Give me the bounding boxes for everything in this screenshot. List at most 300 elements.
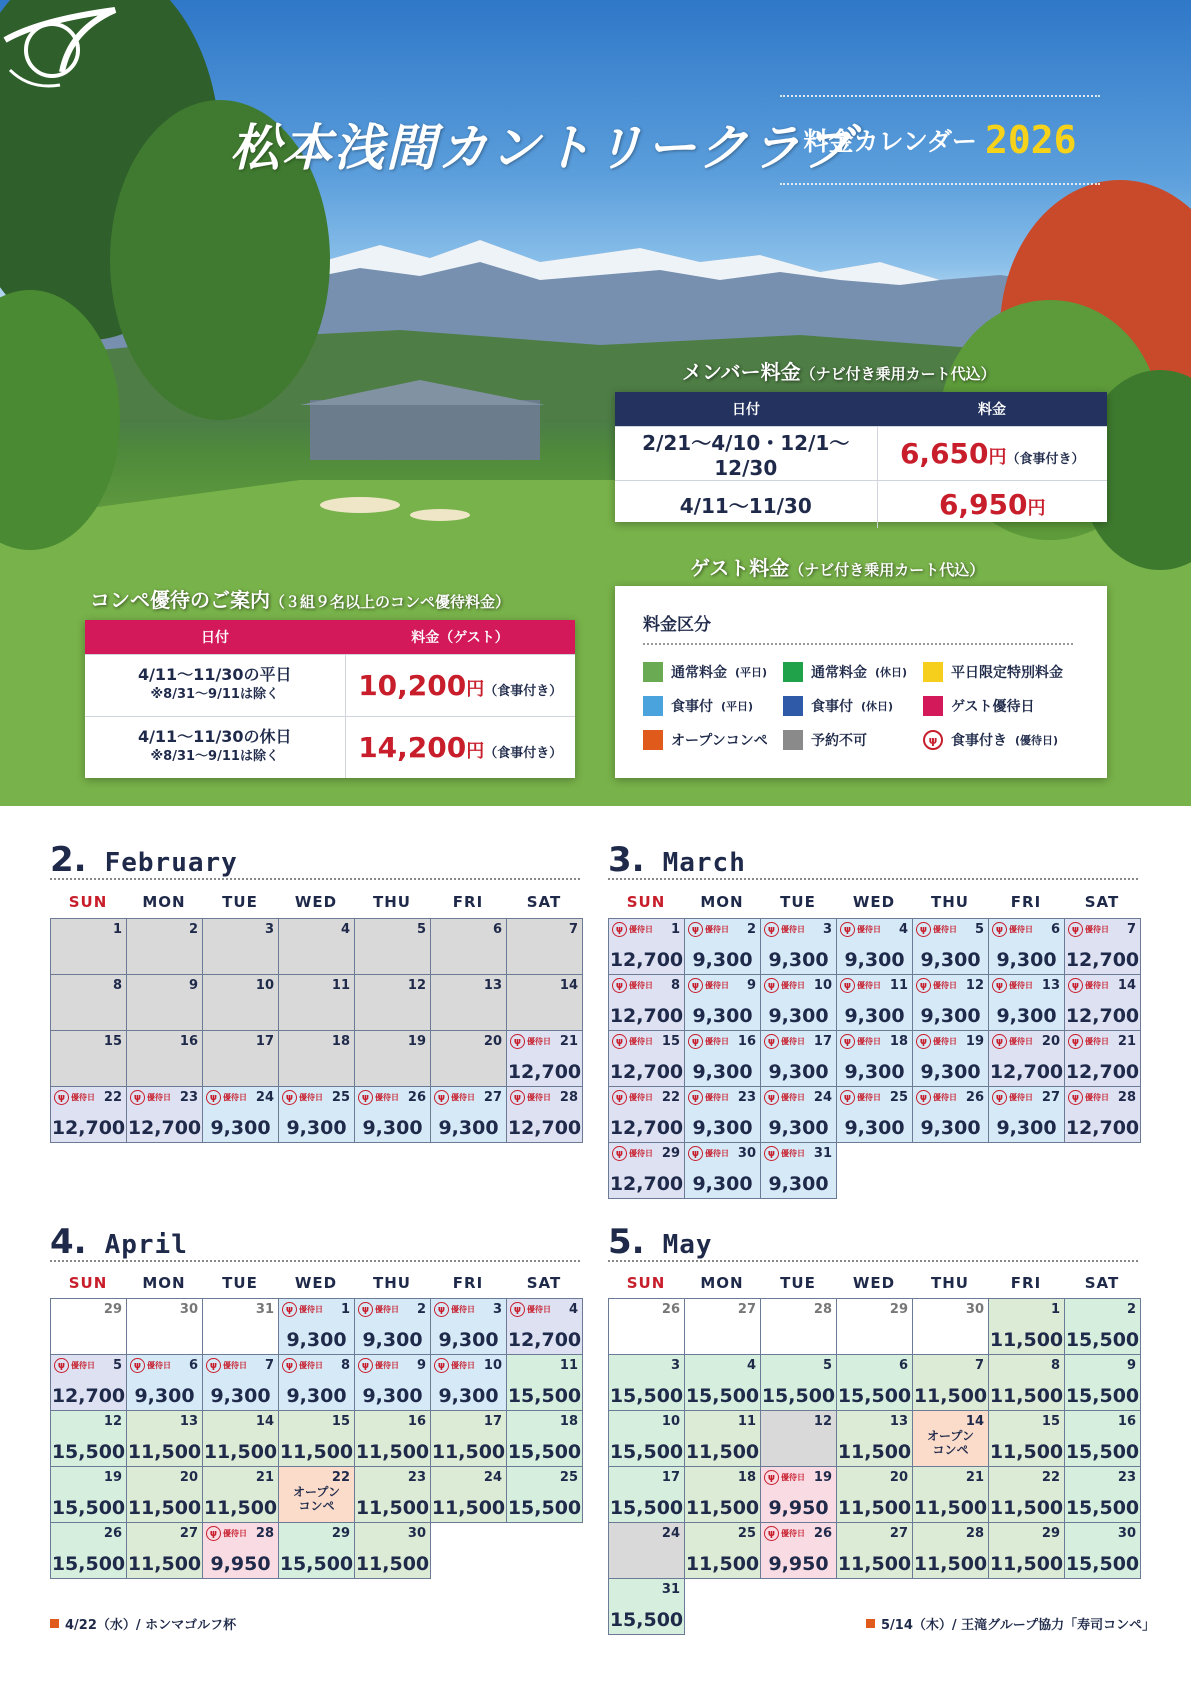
day-price: 9,300 xyxy=(210,1385,271,1407)
meal-icon: ψ 優待日 xyxy=(840,1034,881,1049)
calendar-day xyxy=(507,1087,583,1143)
meal-icon: ψ 優待日 xyxy=(688,1034,729,1049)
calendar-day xyxy=(355,1523,431,1579)
day-price: 9,300 xyxy=(210,1117,271,1139)
meal-icon: ψ 優待日 xyxy=(1068,978,1109,993)
day-price: 9,300 xyxy=(134,1385,195,1407)
compe-heading: コンペ優待のご案内（３組９名以上のコンペ優待料金） xyxy=(90,588,511,612)
meal-icon: ψ 優待日 xyxy=(510,1302,551,1317)
day-price: 15,500 xyxy=(507,1385,582,1407)
calendar-day xyxy=(51,1299,127,1355)
day-number: 25 xyxy=(331,1090,350,1105)
day-number: 27 xyxy=(1041,1090,1060,1105)
day-number: 30 xyxy=(1117,1526,1136,1541)
month-title-feb: 2. February xyxy=(50,840,580,880)
calendar-day xyxy=(127,1087,203,1143)
weekday-label: MON xyxy=(700,893,744,911)
day-price: 9,300 xyxy=(920,1117,981,1139)
day-price: 11,500 xyxy=(355,1497,430,1519)
meal-icon: ψ 優待日 xyxy=(54,1090,95,1105)
calendar-day xyxy=(761,1143,837,1199)
day-price: 11,500 xyxy=(685,1441,760,1463)
day-number: 20 xyxy=(179,1470,198,1485)
meal-icon: ψ 優待日 xyxy=(688,1090,729,1105)
calendar-day xyxy=(203,1411,279,1467)
day-price: 9,300 xyxy=(768,1117,829,1139)
day-number: 20 xyxy=(483,1034,502,1049)
day-number: 2 xyxy=(1126,1302,1136,1317)
day-number: 17 xyxy=(255,1034,274,1049)
day-price: 12,700 xyxy=(507,1117,582,1139)
day-price: 11,500 xyxy=(127,1441,202,1463)
meal-icon: ψ 優待日 xyxy=(1068,1034,1109,1049)
calendar-day xyxy=(989,1299,1065,1355)
calendar-day xyxy=(51,1411,127,1467)
day-price: 11,500 xyxy=(837,1553,912,1575)
day-number: 10 xyxy=(813,978,832,993)
calendar-day xyxy=(203,1087,279,1143)
weekday-label: SUN xyxy=(626,1274,666,1292)
day-price: 11,500 xyxy=(989,1385,1064,1407)
meal-icon: ψ 優待日 xyxy=(916,978,957,993)
meal-icon: ψ 優待日 xyxy=(206,1526,247,1541)
day-price: 12,700 xyxy=(507,1061,582,1083)
day-number: 6 xyxy=(188,1358,198,1373)
day-number: 31 xyxy=(813,1146,832,1161)
day-price: 11,500 xyxy=(431,1441,506,1463)
day-price: 11,500 xyxy=(837,1497,912,1519)
weekday-label: WED xyxy=(294,1274,338,1292)
day-number: 14 xyxy=(255,1414,274,1429)
calendar-day xyxy=(507,1467,583,1523)
day-number: 21 xyxy=(965,1470,984,1485)
calendar-day xyxy=(431,1087,507,1143)
day-number: 3 xyxy=(492,1302,502,1317)
calendar-day xyxy=(685,1523,761,1579)
day-number: 29 xyxy=(889,1302,908,1317)
calendar-day xyxy=(761,1523,837,1579)
day-number: 16 xyxy=(1117,1414,1136,1429)
meal-icon: ψ 優待日 xyxy=(612,978,653,993)
day-number: 25 xyxy=(559,1470,578,1485)
calendar-day xyxy=(203,1299,279,1355)
day-number: 14 xyxy=(965,1414,984,1429)
meal-icon: ψ 優待日 xyxy=(358,1358,399,1373)
guest-heading: ゲスト料金（ナビ付き乗用カート代込） xyxy=(690,556,985,580)
day-number: 5 xyxy=(112,1358,122,1373)
day-number: 1 xyxy=(112,922,122,937)
day-number: 22 xyxy=(103,1090,122,1105)
calendar-day xyxy=(609,1355,685,1411)
day-number: 16 xyxy=(737,1034,756,1049)
calendar-day xyxy=(127,1031,203,1087)
calendar-day xyxy=(685,1031,761,1087)
day-number: 16 xyxy=(407,1414,426,1429)
day-price: 9,300 xyxy=(844,1117,905,1139)
weekday-label: TUE xyxy=(780,893,816,911)
weekday-label: TUE xyxy=(222,1274,258,1292)
day-number: 17 xyxy=(483,1414,502,1429)
day-price: 11,500 xyxy=(989,1329,1064,1351)
day-number: 9 xyxy=(746,978,756,993)
day-price: 9,300 xyxy=(692,1173,753,1195)
day-number: 15 xyxy=(331,1414,350,1429)
month-title-may: 5. May xyxy=(608,1222,1138,1262)
day-number: 17 xyxy=(661,1470,680,1485)
day-price: 15,500 xyxy=(609,1385,684,1407)
day-price: 9,950 xyxy=(768,1553,829,1575)
day-price: 9,300 xyxy=(768,1173,829,1195)
meal-icon: ψ 優待日 xyxy=(612,1034,653,1049)
hero-banner xyxy=(0,0,1191,806)
calendar-day xyxy=(507,1411,583,1467)
day-price: 9,300 xyxy=(768,1005,829,1027)
day-price: 12,700 xyxy=(609,1173,684,1195)
calendar-day xyxy=(761,1031,837,1087)
weekday-header xyxy=(608,1274,1140,1292)
weekday-label: WED xyxy=(852,893,896,911)
day-number: 6 xyxy=(898,1358,908,1373)
meal-icon: ψ 優待日 xyxy=(840,978,881,993)
calendar-grid-may xyxy=(608,1298,1141,1635)
meal-icon: ψ 優待日 xyxy=(840,1090,881,1105)
weekday-label: TUE xyxy=(780,1274,816,1292)
day-price: 12,700 xyxy=(1065,1117,1140,1139)
day-number: 5 xyxy=(822,1358,832,1373)
day-number: 21 xyxy=(1117,1034,1136,1049)
day-price: 12,700 xyxy=(51,1117,126,1139)
day-price: 12,700 xyxy=(1065,1061,1140,1083)
calendar-day xyxy=(51,1087,127,1143)
day-number: 24 xyxy=(255,1090,274,1105)
day-number: 18 xyxy=(737,1470,756,1485)
day-price: 11,500 xyxy=(203,1497,278,1519)
calendar-day xyxy=(989,1355,1065,1411)
day-price: 11,500 xyxy=(279,1441,354,1463)
weekday-label: SAT xyxy=(526,893,562,911)
meal-icon: ψ 優待日 xyxy=(612,1146,653,1161)
meal-icon: ψ 優待日 xyxy=(916,1034,957,1049)
day-number: 29 xyxy=(1041,1526,1060,1541)
day-number: 10 xyxy=(661,1414,680,1429)
weekday-label: FRI xyxy=(452,1274,484,1292)
calendar-grid-apr xyxy=(50,1298,583,1579)
day-price: 11,500 xyxy=(355,1441,430,1463)
event-label: オープン コンペ xyxy=(927,1429,974,1457)
day-price: 11,500 xyxy=(127,1553,202,1575)
day-price: 12,700 xyxy=(51,1385,126,1407)
calendar-day xyxy=(913,975,989,1031)
day-price: 12,700 xyxy=(507,1329,582,1351)
calendar-day xyxy=(279,975,355,1031)
day-number: 1 xyxy=(1050,1302,1060,1317)
day-number: 7 xyxy=(974,1358,984,1373)
day-price: 11,500 xyxy=(685,1553,760,1575)
meal-icon: ψ 優待日 xyxy=(764,1470,805,1485)
calendar-day xyxy=(51,1467,127,1523)
calendar-day xyxy=(127,975,203,1031)
meal-icon: ψ 優待日 xyxy=(434,1302,475,1317)
legend-item: ゲスト優待日 xyxy=(923,696,1034,716)
calendar-day xyxy=(203,1467,279,1523)
day-price: 11,500 xyxy=(203,1441,278,1463)
calendar-day xyxy=(51,1523,127,1579)
day-price: 9,300 xyxy=(692,1117,753,1139)
weekday-header xyxy=(608,893,1140,911)
day-number: 2 xyxy=(416,1302,426,1317)
meal-icon: ψ 優待日 xyxy=(1068,922,1109,937)
day-number: 29 xyxy=(661,1146,680,1161)
day-number: 27 xyxy=(889,1526,908,1541)
calendar-day xyxy=(913,1523,989,1579)
calendar-day xyxy=(355,1411,431,1467)
meal-icon: ψ 優待日 xyxy=(764,978,805,993)
day-price: 9,300 xyxy=(920,1061,981,1083)
meal-icon: ψ 優待日 xyxy=(358,1090,399,1105)
compe-row: 4/11〜11/30の平日 ※8/31〜9/11は除く 10,200円（食事付き） xyxy=(85,654,575,716)
day-price: 12,700 xyxy=(1065,949,1140,971)
weekday-label: MON xyxy=(700,1274,744,1292)
day-number: 21 xyxy=(559,1034,578,1049)
day-number: 28 xyxy=(559,1090,578,1105)
day-price: 12,700 xyxy=(1065,1005,1140,1027)
day-price: 9,300 xyxy=(438,1385,499,1407)
day-price: 11,500 xyxy=(989,1497,1064,1519)
day-number: 29 xyxy=(331,1526,350,1541)
day-number: 5 xyxy=(416,922,426,937)
legend-title: 料金区分 xyxy=(643,610,1073,645)
calendar-day xyxy=(355,1467,431,1523)
day-number: 28 xyxy=(965,1526,984,1541)
calendar-day xyxy=(913,1299,989,1355)
weekday-label: FRI xyxy=(1010,893,1042,911)
calendar-day xyxy=(685,975,761,1031)
title-year: 2026 xyxy=(984,118,1077,162)
day-price: 9,300 xyxy=(996,1005,1057,1027)
day-price: 11,500 xyxy=(913,1385,988,1407)
meal-icon: ψ 優待日 xyxy=(916,922,957,937)
calendar-day xyxy=(913,1411,989,1467)
calendar-day xyxy=(609,975,685,1031)
calendar-day xyxy=(685,1143,761,1199)
calendar-day xyxy=(989,1467,1065,1523)
day-number: 14 xyxy=(1117,978,1136,993)
calendar-day xyxy=(837,1031,913,1087)
weekday-header xyxy=(50,1274,582,1292)
day-number: 30 xyxy=(737,1146,756,1161)
member-row: 2/21〜4/10・12/1〜12/30 6,650円（食事付き） xyxy=(615,426,1107,480)
calendar-day xyxy=(913,1355,989,1411)
member-col-fee: 料金 xyxy=(978,401,1006,418)
day-number: 11 xyxy=(559,1358,578,1373)
day-number: 24 xyxy=(483,1470,502,1485)
day-price: 15,500 xyxy=(1065,1553,1140,1575)
day-number: 26 xyxy=(103,1526,122,1541)
calendar-day xyxy=(279,919,355,975)
calendar-day xyxy=(761,1355,837,1411)
calendar-day xyxy=(203,1031,279,1087)
day-number: 15 xyxy=(1041,1414,1060,1429)
calendar-day xyxy=(127,1467,203,1523)
calendar-day xyxy=(431,1031,507,1087)
calendar-day xyxy=(1065,1031,1141,1087)
day-number: 26 xyxy=(407,1090,426,1105)
calendar-day xyxy=(507,1355,583,1411)
day-number: 13 xyxy=(483,978,502,993)
day-number: 9 xyxy=(188,978,198,993)
day-price: 15,500 xyxy=(1065,1329,1140,1351)
day-number: 20 xyxy=(1041,1034,1060,1049)
day-price: 15,500 xyxy=(609,1441,684,1463)
compe-col-fee: 料金（ゲスト） xyxy=(411,629,509,646)
calendar-day xyxy=(1065,919,1141,975)
calendar-day xyxy=(127,919,203,975)
day-price: 15,500 xyxy=(51,1497,126,1519)
day-number: 18 xyxy=(889,1034,908,1049)
day-number: 22 xyxy=(1041,1470,1060,1485)
day-price: 11,500 xyxy=(913,1497,988,1519)
day-number: 11 xyxy=(331,978,350,993)
compe-col-date: 日付 xyxy=(201,629,229,646)
meal-icon: ψ 優待日 xyxy=(282,1358,323,1373)
day-number: 6 xyxy=(492,922,502,937)
calendar-day xyxy=(609,1579,685,1635)
day-number: 17 xyxy=(813,1034,832,1049)
weekday-label: SAT xyxy=(1084,1274,1120,1292)
day-number: 4 xyxy=(746,1358,756,1373)
day-price: 15,500 xyxy=(279,1553,354,1575)
meal-icon: ψ 優待日 xyxy=(688,1146,729,1161)
day-number: 27 xyxy=(737,1302,756,1317)
day-number: 20 xyxy=(889,1470,908,1485)
brand-name: 松本浅間カントリークラブ xyxy=(230,118,854,177)
meal-icon: ψ 優待日 xyxy=(130,1358,171,1373)
calendar-day xyxy=(761,1411,837,1467)
day-number: 22 xyxy=(661,1090,680,1105)
day-price: 11,500 xyxy=(837,1441,912,1463)
calendar-day xyxy=(837,1299,913,1355)
day-number: 23 xyxy=(1117,1470,1136,1485)
meal-icon: ψ 優待日 xyxy=(282,1090,323,1105)
day-price: 9,300 xyxy=(362,1117,423,1139)
day-price: 9,300 xyxy=(996,949,1057,971)
day-number: 2 xyxy=(746,922,756,937)
calendar-day xyxy=(355,919,431,975)
calendar-day xyxy=(203,975,279,1031)
day-price: 15,500 xyxy=(609,1497,684,1519)
day-number: 4 xyxy=(340,922,350,937)
member-fee-table xyxy=(615,392,1107,522)
weekday-header xyxy=(50,893,582,911)
meal-icon: ψ 優待日 xyxy=(992,978,1033,993)
meal-icon: ψ 優待日 xyxy=(54,1358,95,1373)
calendar-day xyxy=(837,1411,913,1467)
day-price: 9,300 xyxy=(768,949,829,971)
calendar-day xyxy=(837,975,913,1031)
meal-icon: ψ 優待日 xyxy=(764,1146,805,1161)
day-price: 15,500 xyxy=(761,1385,836,1407)
legend-item: 平日限定特別料金 xyxy=(923,662,1063,682)
day-number: 22 xyxy=(331,1470,350,1485)
weekday-label: SAT xyxy=(1084,893,1120,911)
legend-item: オープンコンペ xyxy=(643,730,768,750)
weekday-label: SUN xyxy=(68,1274,108,1292)
calendar-day xyxy=(431,1411,507,1467)
calendar-day xyxy=(355,1355,431,1411)
day-price: 12,700 xyxy=(609,1061,684,1083)
day-price: 15,500 xyxy=(507,1497,582,1519)
calendar-day xyxy=(609,1411,685,1467)
calendar-day xyxy=(279,1299,355,1355)
calendar-day xyxy=(989,1087,1065,1143)
calendar-day xyxy=(685,1467,761,1523)
calendar-day xyxy=(507,919,583,975)
calendar-day xyxy=(507,1031,583,1087)
meal-icon: ψ 優待日 xyxy=(764,922,805,937)
day-number: 9 xyxy=(416,1358,426,1373)
day-number: 26 xyxy=(661,1302,680,1317)
page-title xyxy=(780,95,1100,185)
calendar-day xyxy=(837,1355,913,1411)
calendar-day xyxy=(609,1031,685,1087)
meal-icon: ψ 優待日 xyxy=(1068,1090,1109,1105)
day-number: 29 xyxy=(103,1302,122,1317)
day-price: 9,300 xyxy=(286,1385,347,1407)
day-number: 30 xyxy=(407,1526,426,1541)
calendar-day xyxy=(203,1355,279,1411)
day-number: 3 xyxy=(264,922,274,937)
weekday-label: WED xyxy=(852,1274,896,1292)
day-number: 11 xyxy=(737,1414,756,1429)
calendar-day xyxy=(609,919,685,975)
day-number: 13 xyxy=(1041,978,1060,993)
day-number: 2 xyxy=(188,922,198,937)
day-price: 11,500 xyxy=(685,1497,760,1519)
day-number: 23 xyxy=(179,1090,198,1105)
calendar-day xyxy=(1065,1467,1141,1523)
calendar-day xyxy=(989,919,1065,975)
day-price: 9,950 xyxy=(768,1497,829,1519)
day-number: 19 xyxy=(813,1470,832,1485)
day-number: 26 xyxy=(965,1090,984,1105)
calendar-day xyxy=(1065,1355,1141,1411)
meal-icon: ψ 優待日 xyxy=(206,1358,247,1373)
day-number: 14 xyxy=(559,978,578,993)
calendar-day xyxy=(609,1523,685,1579)
event-label: オープン コンペ xyxy=(293,1485,340,1513)
day-price: 11,500 xyxy=(989,1553,1064,1575)
day-number: 8 xyxy=(340,1358,350,1373)
meal-icon: ψ 優待日 xyxy=(434,1358,475,1373)
legend-item: 食事付 (休日) xyxy=(783,696,893,716)
meal-icon: ψ 優待日 xyxy=(130,1090,171,1105)
day-price: 12,700 xyxy=(609,1117,684,1139)
calendar-day xyxy=(837,919,913,975)
weekday-label: SAT xyxy=(526,1274,562,1292)
day-price: 9,300 xyxy=(692,1005,753,1027)
day-number: 27 xyxy=(483,1090,502,1105)
calendar-day xyxy=(609,1467,685,1523)
day-number: 30 xyxy=(179,1302,198,1317)
calendar-grid-mar xyxy=(608,918,1141,1199)
day-number: 16 xyxy=(179,1034,198,1049)
compe-fee-table xyxy=(85,620,575,778)
weekday-label: THU xyxy=(931,893,969,911)
day-number: 21 xyxy=(255,1470,274,1485)
calendar-day xyxy=(431,1355,507,1411)
day-number: 7 xyxy=(264,1358,274,1373)
weekday-label: WED xyxy=(294,893,338,911)
